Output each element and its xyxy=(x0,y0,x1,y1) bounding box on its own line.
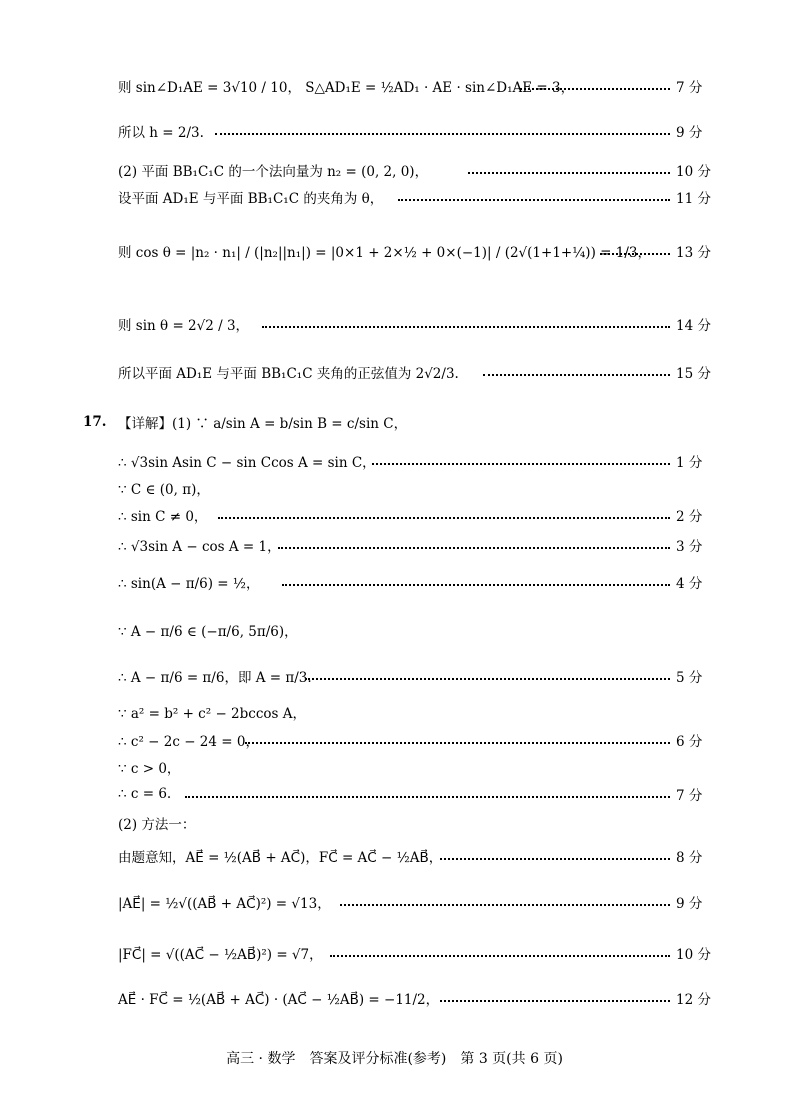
line-text: AE⃗ · FC⃗ = ½(AB⃗ + AC⃗) · (AC⃗ − ½AB⃗) = −11/2， xyxy=(118,992,440,1008)
score: 9 分 xyxy=(676,896,703,912)
score: 12 分 xyxy=(676,992,711,1008)
line-text: (2) 平面 BB₁C₁C 的一个法向量为 n₂ = (0, 2, 0)， xyxy=(118,164,429,180)
dot-leader xyxy=(330,955,670,957)
line-text: 由题意知，AE⃗ = ½(AB⃗ + AC⃗)，FC⃗ = AC⃗ − ½AB⃗， xyxy=(118,850,443,866)
line-text: ∴ A − π/6 = π/6，即 A = π/3. xyxy=(118,670,312,686)
score: 1 分 xyxy=(676,455,703,471)
line-text: ∵ a² = b² + c² − 2bccos A， xyxy=(118,706,306,722)
score: 2 分 xyxy=(676,509,703,525)
line-text: 所以 h = 2/3. xyxy=(118,125,204,141)
line-text: ∴ c² − 2c − 24 = 0， xyxy=(118,734,259,750)
score: 5 分 xyxy=(676,670,703,686)
score: 14 分 xyxy=(676,318,711,334)
score: 7 分 xyxy=(676,788,703,804)
dot-leader xyxy=(185,796,670,798)
dot-leader xyxy=(600,253,670,255)
dot-leader xyxy=(398,199,670,201)
dot-leader xyxy=(305,678,670,680)
score: 4 分 xyxy=(676,576,703,592)
line-text: ∵ C ∈ (0, π)， xyxy=(118,482,210,498)
score: 6 分 xyxy=(676,734,703,750)
line-text: ∴ √3sin Asin C − sin Ccos A = sin C， xyxy=(118,455,376,471)
line-text: 则 cos θ = |n₂ · n₁| / (|n₂||n₁|) = |0×1 + 2×½ + 0×(−1)| / (2√(1+1+¼)) = 1/3， xyxy=(118,245,651,261)
question-17-intro: 【详解】(1) ∵ a/sin A = b/sin B = c/sin C， xyxy=(118,416,408,432)
line-text: 设平面 AD₁E 与平面 BB₁C₁C 的夹角为 θ， xyxy=(118,191,384,207)
dot-leader xyxy=(245,742,670,744)
dot-leader xyxy=(483,374,670,376)
dot-leader xyxy=(340,904,670,906)
page-footer: 高三 · 数学 答案及评分标准(参考) 第 3 页(共 6 页) xyxy=(226,1051,563,1067)
line-text: ∴ c = 6. xyxy=(118,786,172,802)
line-text: 则 sin∠D₁AE = 3√10 / 10， S△AD₁E = ½AD₁ · AE · sin∠D₁AE = 3， xyxy=(118,80,575,96)
score: 8 分 xyxy=(676,850,703,866)
score: 11 分 xyxy=(676,191,711,207)
dot-leader xyxy=(278,547,670,549)
line-text: ∴ √3sin A − cos A = 1， xyxy=(118,539,281,555)
line-text: ∴ sin(A − π/6) = ½， xyxy=(118,576,260,592)
line-text: ∴ sin C ≠ 0， xyxy=(118,509,208,525)
line-text: (2) 方法一： xyxy=(118,817,196,833)
line-text: ∵ A − π/6 ∈ (−π/6, 5π/6)， xyxy=(118,624,298,640)
dot-leader xyxy=(520,88,670,90)
dot-leader xyxy=(262,326,670,328)
dot-leader xyxy=(468,172,670,174)
score: 9 分 xyxy=(676,125,703,141)
score: 10 分 xyxy=(676,164,711,180)
line-text: |AE⃗| = ½√((AB⃗ + AC⃗)²) = √13， xyxy=(118,896,331,912)
score: 15 分 xyxy=(676,366,711,382)
dot-leader xyxy=(372,463,670,465)
dot-leader xyxy=(440,858,670,860)
dot-leader xyxy=(215,133,670,135)
score: 10 分 xyxy=(676,947,711,963)
score: 13 分 xyxy=(676,245,711,261)
score: 3 分 xyxy=(676,539,703,555)
line-text: 则 sin θ = 2√2 / 3， xyxy=(118,318,250,334)
line-text: 所以平面 AD₁E 与平面 BB₁C₁C 夹角的正弦值为 2√2/3. xyxy=(118,366,459,382)
dot-leader xyxy=(218,517,670,519)
line-text: ∵ c > 0， xyxy=(118,761,181,777)
dot-leader xyxy=(282,584,670,586)
line-text: |FC⃗| = √((AC⃗ − ½AB⃗)²) = √7， xyxy=(118,947,323,963)
dot-leader xyxy=(440,1000,670,1002)
question-number: 17. xyxy=(83,414,107,430)
score: 7 分 xyxy=(676,80,703,96)
